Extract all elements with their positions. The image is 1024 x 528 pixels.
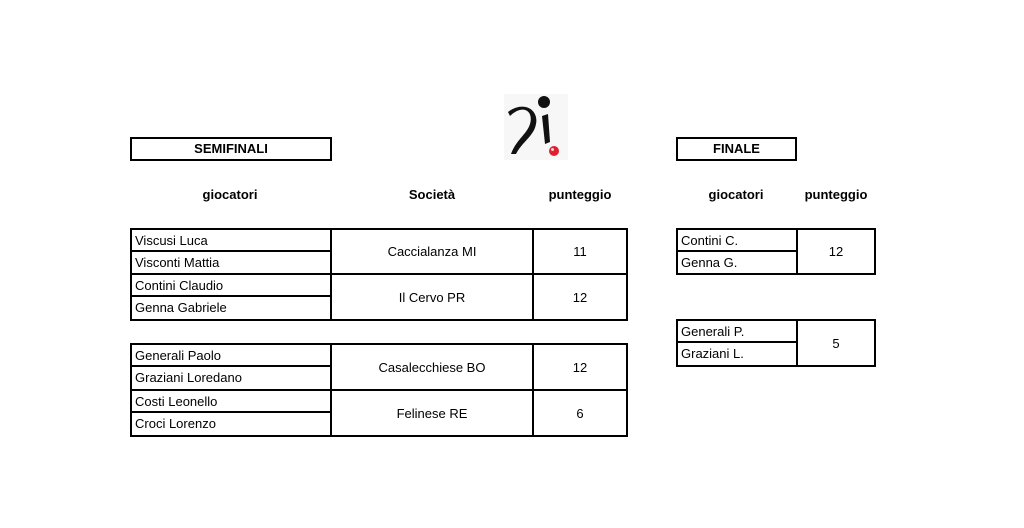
score-value: 12: [572, 289, 588, 305]
semifinals-title: SEMIFINALI: [130, 137, 332, 161]
player-name: Graziani Loredano: [132, 367, 332, 391]
final-match-1: [676, 228, 876, 275]
player-name: Genna G.: [678, 252, 798, 273]
player-name: Viscusi Luca: [132, 230, 332, 252]
score-value: 12: [534, 345, 626, 391]
final-match-2: [676, 319, 876, 367]
final-header-score: punteggio: [804, 187, 868, 202]
player-name: Generali P.: [678, 321, 798, 343]
header-score: punteggio: [548, 187, 612, 202]
player-name: Contini Claudio: [132, 275, 332, 297]
club-name: Felinese RE: [332, 391, 534, 435]
player-name: Generali Paolo: [132, 345, 332, 367]
club-name: Caccialanza MI: [332, 230, 534, 275]
header-players: giocatori: [202, 187, 258, 202]
score-value: 12: [828, 244, 844, 259]
score-value: 11: [534, 230, 626, 275]
header-club: Società: [408, 187, 456, 202]
player-name: Visconti Mattia: [132, 252, 332, 275]
semifinal-group-1: [130, 228, 628, 321]
player-name: Croci Lorenzo: [132, 413, 332, 435]
player-name: Genna Gabriele: [132, 297, 332, 319]
semifinal-group-2: [130, 343, 628, 437]
score-value: 5: [832, 335, 840, 351]
final-header-players: giocatori: [708, 187, 764, 202]
player-name: Contini C.: [678, 230, 798, 252]
club-name: Casalecchiese BO: [332, 345, 534, 391]
final-title: FINALE: [676, 137, 797, 161]
score-value: 6: [576, 405, 584, 421]
player-name: Graziani L.: [678, 343, 798, 365]
bocce-player-icon: [504, 94, 568, 160]
club-name: Il Cervo PR: [332, 275, 534, 319]
player-name: Costi Leonello: [132, 391, 332, 413]
